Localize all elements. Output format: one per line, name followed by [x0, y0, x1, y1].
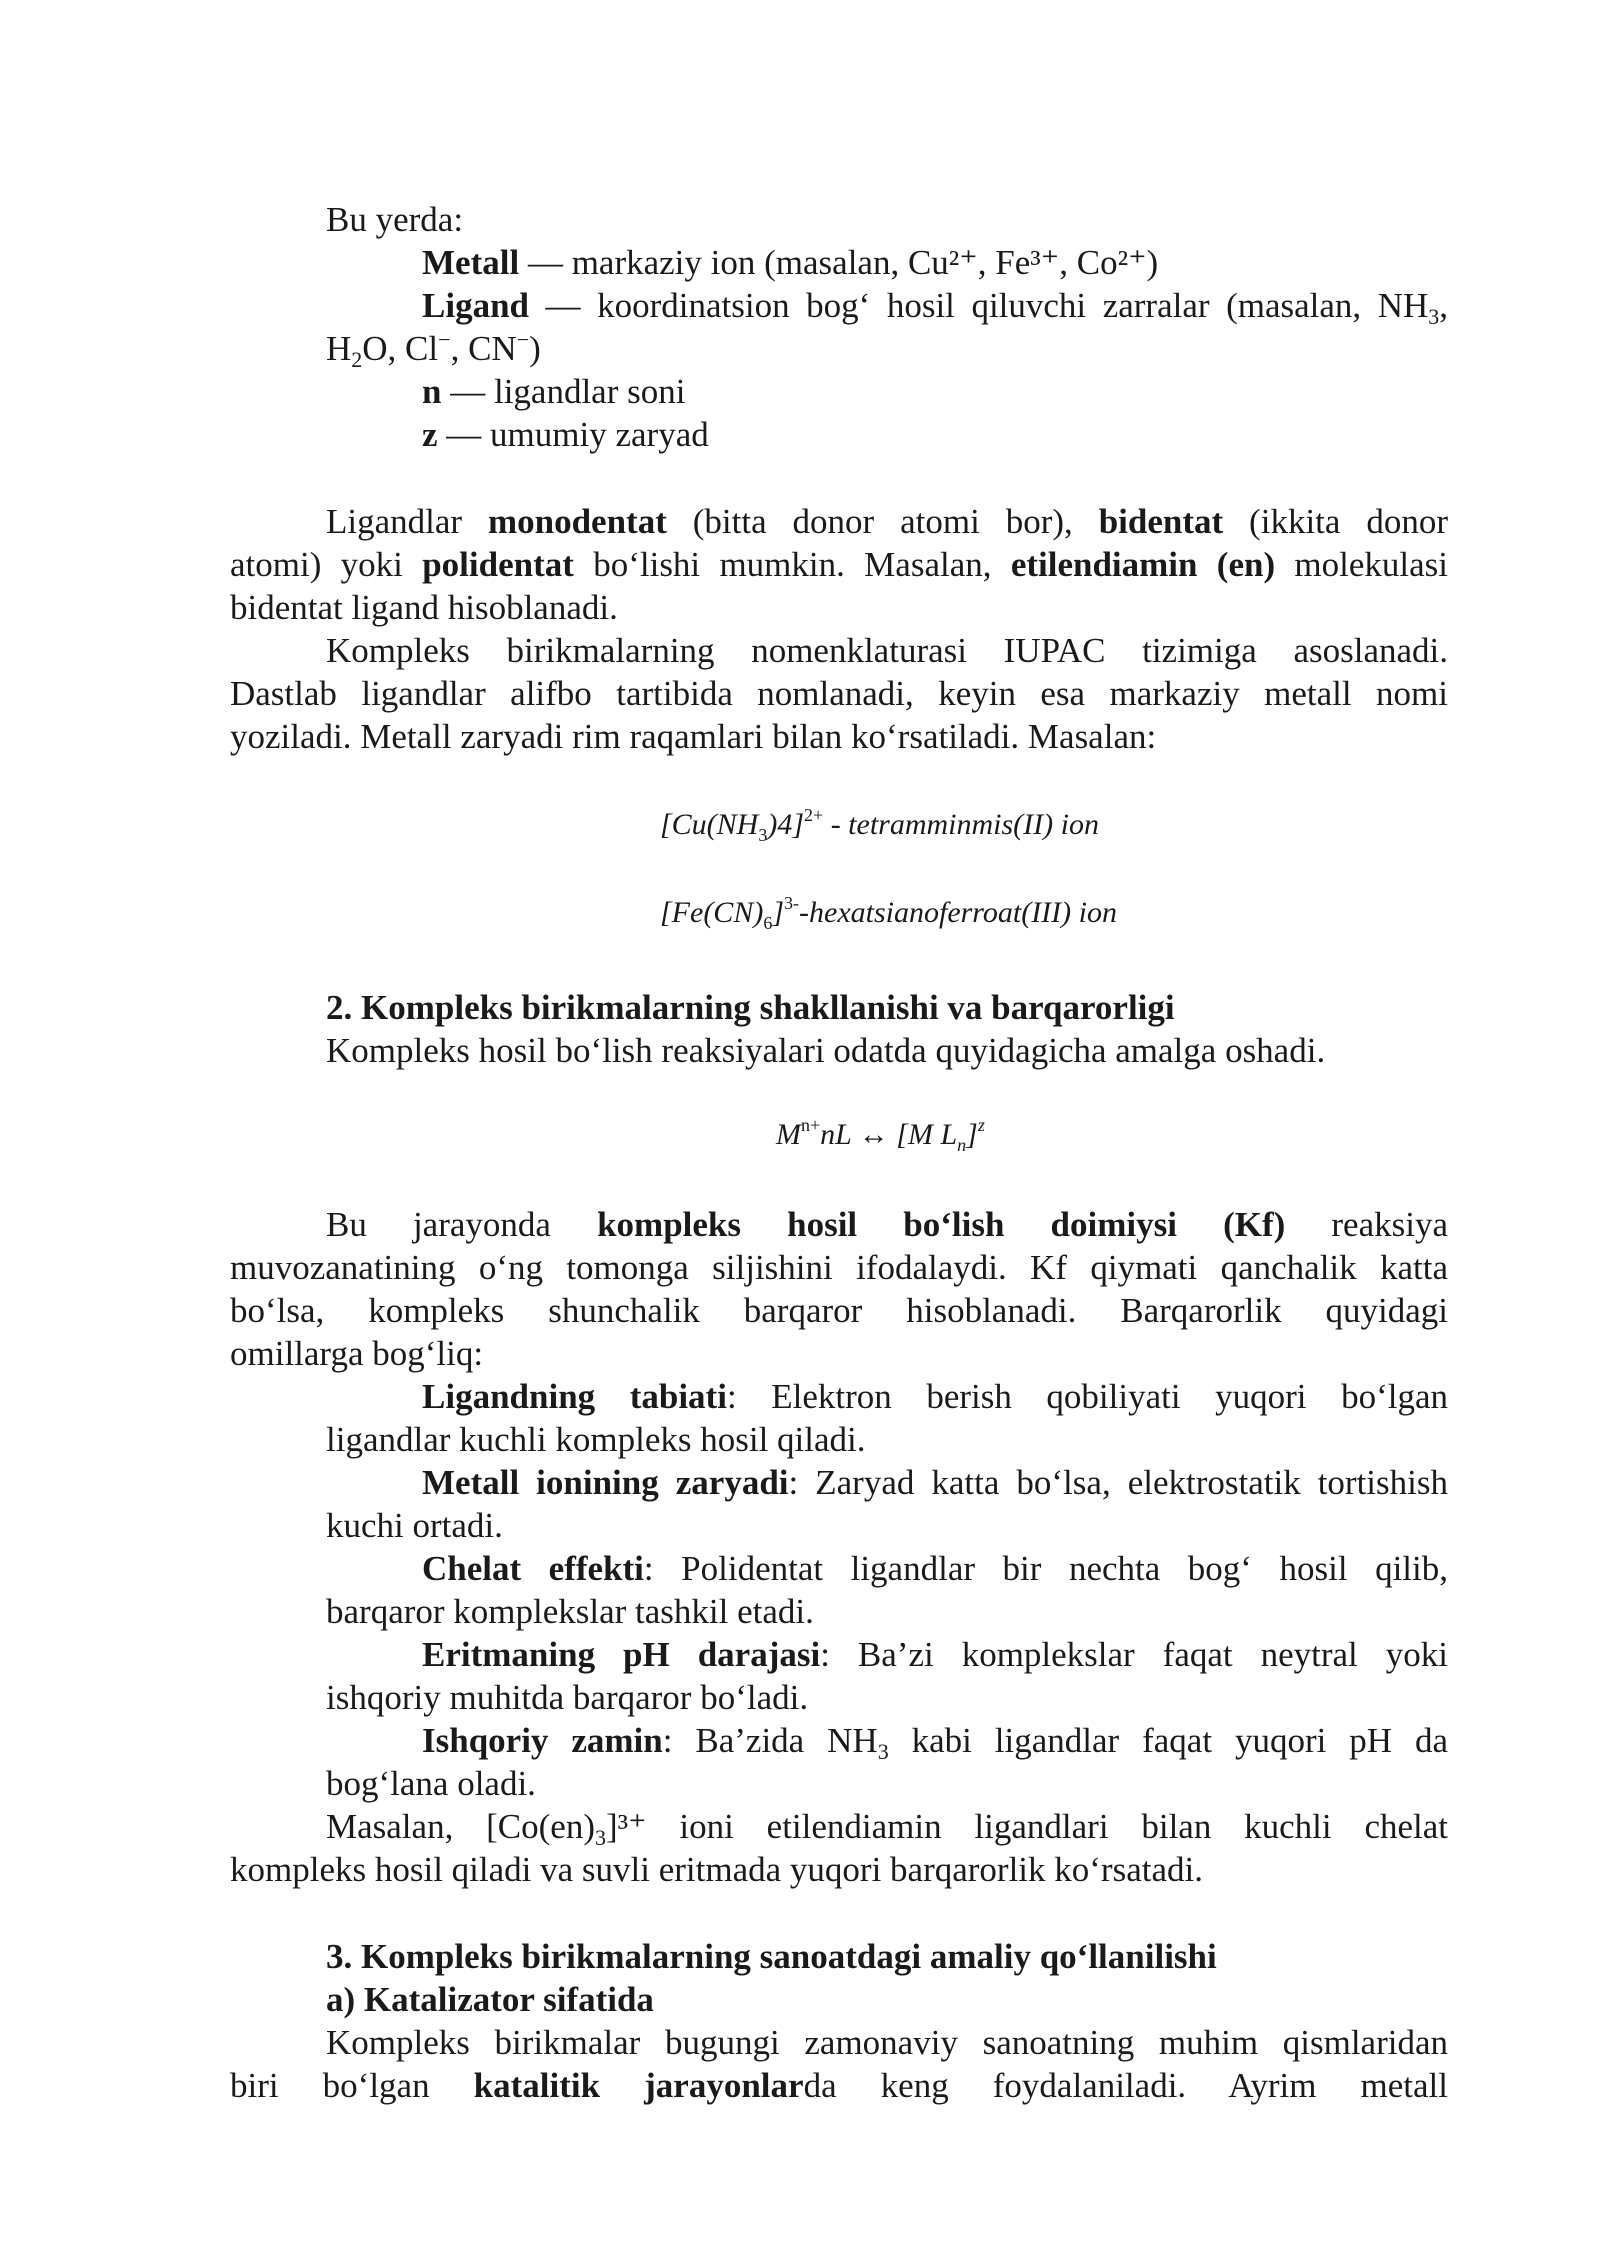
- section-heading: 3. Kompleks birikmalarning sanoatdagi amaliy qo‘llanilishi: [326, 1937, 1217, 1976]
- def-desc: ): [529, 329, 541, 368]
- bold-term: etilendiamin (en): [1010, 545, 1276, 584]
- paragraph-line: bo‘lsa, kompleks shunchalik barqaror hisoblanadi. Barqarorlik quyidagi: [230, 1291, 1448, 1330]
- bold-term: Metall ionining zaryadi: [422, 1463, 789, 1502]
- subscript: 3: [594, 1825, 606, 1850]
- def-z: [422, 413, 709, 456]
- bold-term: polidentat: [422, 545, 574, 584]
- text-run: : Ba’zi komplekslar faqat neytral yoki: [820, 1635, 1448, 1674]
- text-run: da keng foydalaniladi. Ayrim metall: [803, 2066, 1448, 2105]
- paragraph-line: [230, 543, 1448, 586]
- def-desc: O, Cl: [362, 329, 439, 368]
- intro-text: Bu yerda:: [326, 200, 464, 239]
- factor-item: [422, 1375, 1448, 1418]
- superscript: n+: [801, 1115, 821, 1135]
- factor-item-cont: ishqoriy muhitda barqaror bo‘ladi.: [326, 1678, 809, 1717]
- factor-item: [422, 1633, 1448, 1676]
- text-run: : Zaryad katta bo‘lsa, elektrostatik tortishish: [788, 1463, 1448, 1502]
- eq-part: nL ↔ [M L: [820, 1118, 958, 1151]
- bold-term: bidentat: [1098, 502, 1224, 541]
- paragraph-line: Kompleks birikmalar bugungi zamonaviy sanoatning muhim qismlaridan: [326, 2023, 1448, 2062]
- def-term: Metall: [422, 243, 520, 282]
- superscript: −: [516, 327, 530, 352]
- def-term: z: [422, 415, 438, 454]
- text-run: biri bo‘lgan: [230, 2066, 474, 2105]
- factor-item-cont: ligandlar kuchli kompleks hosil qiladi.: [326, 1420, 866, 1459]
- def-desc: ,: [1439, 286, 1448, 325]
- eq-part: M: [776, 1118, 801, 1151]
- text-run: ]³⁺ ioni etilendiamin ligandlari bilan kuchli chelat: [605, 1807, 1448, 1846]
- equation-formation: [776, 1115, 985, 1155]
- text-run: molekulasi: [1275, 545, 1448, 584]
- paragraph-line: [326, 1805, 1448, 1848]
- eq-part: - tetramminmis(II) ion: [823, 808, 1099, 841]
- text-run: (bitta donor atomi bor),: [666, 502, 1099, 541]
- factor-item: [422, 1547, 1448, 1590]
- eq-part: [Cu(NH: [660, 808, 759, 841]
- subscript: 2: [351, 347, 363, 372]
- superscript: 3-: [784, 893, 800, 913]
- def-term: Ligand: [422, 286, 529, 325]
- def-desc: — umumiy zaryad: [437, 415, 709, 454]
- text-run: bo‘lishi mumkin. Masalan,: [573, 545, 1011, 584]
- factor-item: [422, 1719, 1448, 1762]
- eq-part: )4]: [767, 808, 805, 841]
- text-run: Masalan, [Co(en): [326, 1807, 595, 1846]
- text-run: kabi ligandlar faqat yuqori pH da: [888, 1721, 1449, 1760]
- def-desc: — ligandlar soni: [441, 372, 686, 411]
- def-metall: [422, 241, 1158, 284]
- superscript: −: [438, 327, 451, 352]
- text-run: atomi) yoki: [230, 545, 423, 584]
- def-desc: — markaziy ion (masalan, Cu²⁺, Fe³⁺, Co²⁺): [519, 243, 1159, 282]
- bold-term: Ishqoriy zamin: [422, 1721, 663, 1760]
- def-desc: H: [326, 329, 352, 368]
- section-heading: 2. Kompleks birikmalarning shakllanishi va barqarorligi: [326, 988, 1175, 1027]
- bold-term: Chelat effekti: [422, 1549, 644, 1588]
- paragraph-line: [230, 2064, 1448, 2107]
- paragraph-line: omillarga bog‘liq:: [230, 1334, 484, 1373]
- factor-item: [422, 1461, 1448, 1504]
- def-desc: , CN: [450, 329, 517, 368]
- text-run: Bu jarayonda: [326, 1205, 598, 1244]
- eq-part: [Fe(CN): [660, 896, 764, 929]
- text-run: : Polidentat ligandlar bir nechta bog‘ hosil qilib,: [643, 1549, 1448, 1588]
- factor-item-cont: kuchi ortadi.: [326, 1506, 503, 1545]
- def-ligand: [422, 284, 1448, 327]
- subscript: n: [957, 1135, 967, 1155]
- eq-part: ]: [966, 1118, 978, 1151]
- factor-item-cont: barqaror komplekslar tashkil etadi.: [326, 1592, 814, 1631]
- def-term: n: [422, 372, 442, 411]
- eq-part: -hexatsianoferroat(III) ion: [799, 896, 1117, 929]
- factor-item-cont: bog‘lana oladi.: [326, 1764, 536, 1803]
- paragraph-line: bidentat ligand hisoblanadi.: [230, 588, 618, 627]
- paragraph-line: muvozanatining o‘ng tomonga siljishini ifodalaydi. Kf qiymati qanchalik katta: [230, 1248, 1448, 1287]
- subscript: 3: [877, 1739, 889, 1764]
- equation-fe-complex: [660, 893, 1117, 933]
- text-run: (ikkita donor: [1223, 502, 1448, 541]
- subscript: 3: [1428, 304, 1440, 329]
- paragraph-line: Dastlab ligandlar alifbo tartibida nomlanadi, keyin esa markaziy metall nomi: [230, 674, 1448, 713]
- text-run: : Ba’zida NH: [662, 1721, 878, 1760]
- equation-cu-complex: [660, 805, 1099, 845]
- bold-term: monodentat: [487, 502, 667, 541]
- bold-term: katalitik jarayonlar: [473, 2066, 804, 2105]
- paragraph-line: Kompleks birikmalarning nomenklaturasi IUPAC tizimiga asoslanadi.: [326, 631, 1448, 670]
- bold-term: Eritmaning pH darajasi: [422, 1635, 821, 1674]
- eq-part: ]: [772, 896, 785, 929]
- superscript: z: [977, 1115, 985, 1135]
- subscript: 3: [758, 825, 768, 845]
- paragraph-line: [326, 1203, 1448, 1246]
- text-run: Ligandlar: [326, 502, 488, 541]
- bold-term: kompleks hosil bo‘lish doimiysi (Kf): [597, 1205, 1286, 1244]
- paragraph-line: kompleks hosil qiladi va suvli eritmada yuqori barqarorlik ko‘rsatadi.: [230, 1850, 1203, 1889]
- text-run: : Elektron berish qobiliyati yuqori bo‘lgan: [726, 1377, 1448, 1416]
- paragraph-line: Kompleks hosil bo‘lish reaksiyalari odatda quyidagicha amalga oshadi.: [326, 1031, 1326, 1070]
- def-ligand-cont: [326, 327, 541, 370]
- subscript: 6: [763, 913, 773, 933]
- subsection-heading: a) Katalizator sifatida: [326, 1980, 654, 2019]
- bold-term: Ligandning tabiati: [422, 1377, 727, 1416]
- text-run: reaksiya: [1285, 1205, 1449, 1244]
- paragraph-line: yoziladi. Metall zaryadi rim raqamlari bilan ko‘rsatiladi. Masalan:: [230, 717, 1157, 756]
- def-desc: — koordinatsion bog‘ hosil qiluvchi zarralar (masalan, NH: [529, 286, 1429, 325]
- def-n: [422, 370, 685, 413]
- paragraph-line: [326, 500, 1448, 543]
- superscript: 2+: [804, 805, 824, 825]
